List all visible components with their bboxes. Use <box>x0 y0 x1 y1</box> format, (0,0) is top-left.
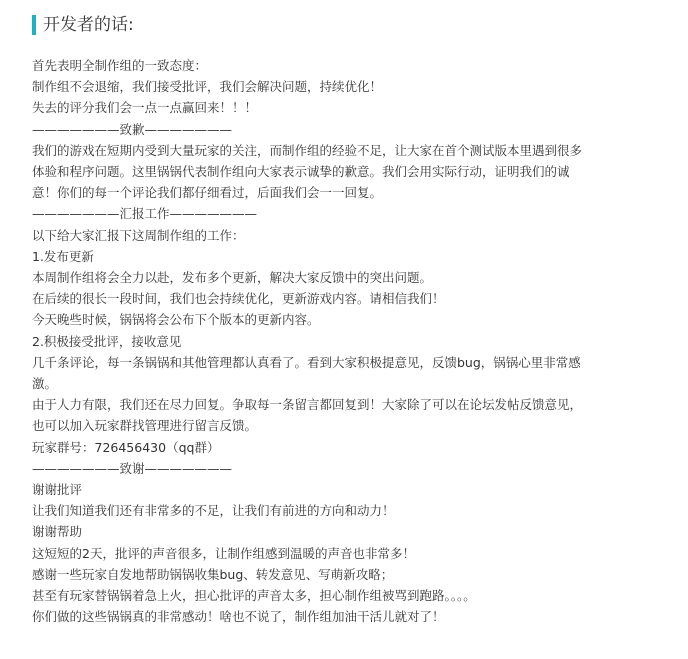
text-line: 今天晚些时候，锅锅将会公布下个版本的更新内容。 <box>32 312 320 328</box>
text-line: 让我们知道我们还有非常多的不足，让我们有前进的方向和动力！ <box>32 503 395 519</box>
text-line: 感谢一些玩家自发地帮助锅锅收集bug、转发意见、写萌新攻略； <box>32 566 394 582</box>
accent-bar <box>32 15 36 35</box>
group-number: 玩家群号：726456430（qq群） <box>32 439 220 455</box>
text-line: 制作组不会退缩，我们接受批评，我们会解决问题，持续优化！ <box>32 79 383 95</box>
text-line: 由于人力有限，我们还在尽力回复。争取每一条留言都回复到！大家除了可以在论坛发帖反馈意见， <box>32 397 583 413</box>
text-line: 以下给大家汇报下这周制作组的工作： <box>32 227 245 243</box>
divider-thanks: ———————致谢——————— <box>32 460 233 476</box>
text-line: 你们做的这些锅锅真的非常感动！啥也不说了，制作组加油干活儿就对了！ <box>32 609 445 625</box>
text-line: 激。 <box>32 376 58 392</box>
text-line: 这短短的2天，批评的声音很多，让制作组感到温暖的声音也非常多！ <box>32 545 415 561</box>
item-heading: 1.发布更新 <box>32 248 94 264</box>
text-line: 也可以加入玩家群找管理进行留言反馈。 <box>32 418 258 434</box>
divider-apology: ———————致歉——————— <box>32 121 233 137</box>
text-line: 本周制作组将会全力以赴，发布多个更新，解决大家反馈中的突出问题。 <box>32 270 433 286</box>
item-heading: 谢谢帮助 <box>32 524 83 540</box>
text-line: 甚至有玩家替锅锅着急上火，担心批评的声音太多，担心制作组被骂到跑路。。。。 <box>32 588 476 604</box>
message-body <box>32 55 662 627</box>
item-heading: 2.积极接受批评，接收意见 <box>32 333 182 349</box>
divider-report: ———————汇报工作——————— <box>32 206 258 222</box>
item-heading: 谢谢批评 <box>32 482 83 498</box>
section-header <box>32 14 134 36</box>
text-line: 失去的评分我们会一点一点赢回来！！！ <box>32 100 258 116</box>
text-line: 几千条评论，每一条锅锅和其他管理都认真看了。看到大家积极提意见，反馈bug，锅锅心里非常感 <box>32 354 581 370</box>
page-title: 开发者的话: <box>43 15 134 35</box>
text-line: 体验和程序问题。这里锅锅代表制作组向大家表示诚挚的歉意。我们会用实际行动，证明我们的诚 <box>32 164 570 180</box>
text-line: 在后续的很长一段时间，我们也会持续优化，更新游戏内容。请相信我们！ <box>32 291 445 307</box>
text-line: 首先表明全制作组的一致态度： <box>32 58 208 73</box>
text-line: 意！你们的每一个评论我们都仔细看过，后面我们会一一回复。 <box>32 185 383 201</box>
text-line: 我们的游戏在短期内受到大量玩家的关注，而制作组的经验不足，让大家在首个测试版本里遇到很多 <box>32 142 583 158</box>
